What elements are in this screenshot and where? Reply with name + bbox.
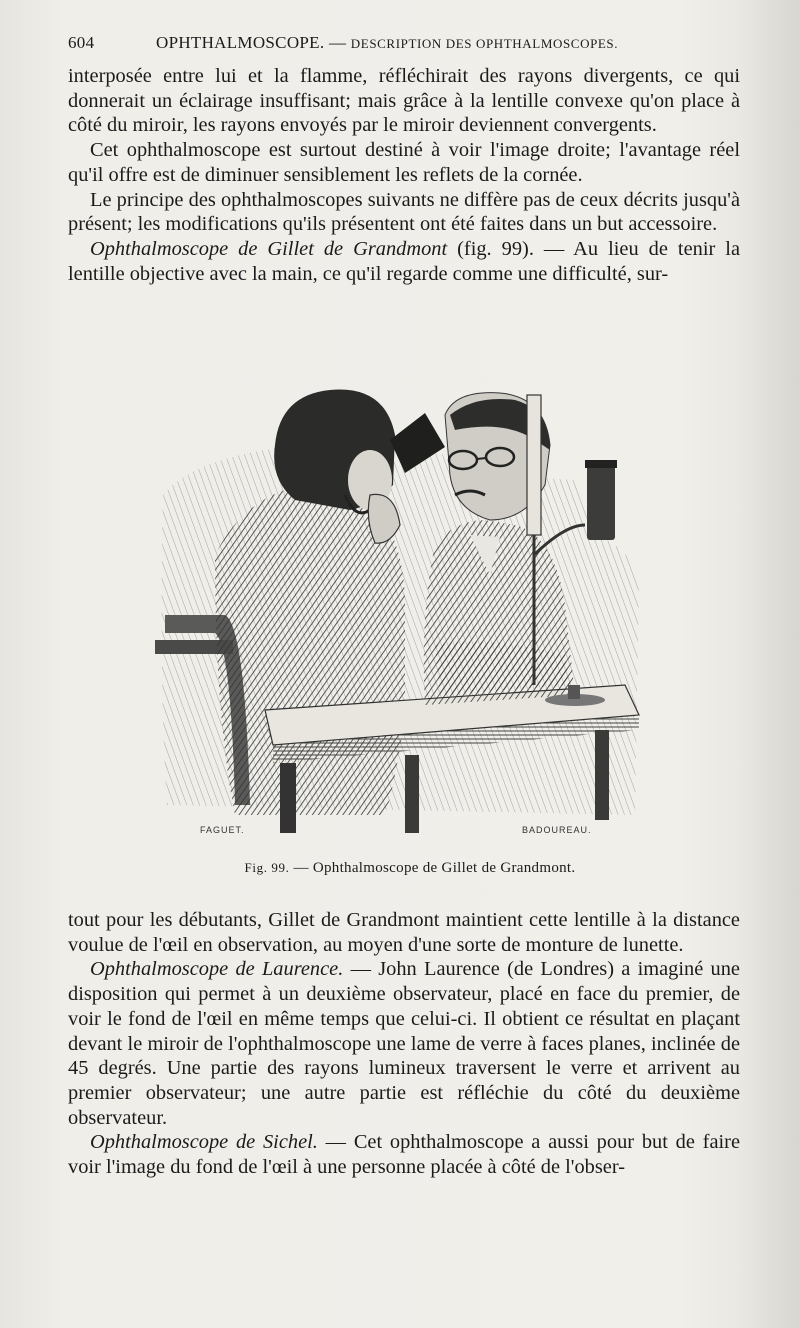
paragraph-sichel — [68, 1130, 740, 1179]
running-title — [156, 33, 618, 53]
caption-label: Fig. 99. — [244, 860, 290, 875]
laurence-title: Ophthalmoscope de Laurence. — [90, 958, 344, 981]
figure-caption — [200, 860, 620, 877]
gillet-text: (fig. 99). — Au lieu de tenir la lentille objective avec la main, ce qu'il regarde comme une difficulté, sur- — [68, 237, 740, 285]
engraver-signature-right: BADOUREAU. — [522, 825, 592, 835]
paragraph-5: tout pour les débutants, Gillet de Grandmont maintient cette lentille à la distance voulue de l'œil en observation, au moyen d'une sorte de monture de lunette. — [68, 909, 740, 956]
paragraph-3: Le principe des ophthalmoscopes suivants ne diffère pas de ceux décrits jusqu'à présent; les modifications qu'ils présentent ont été faites dans un but accessoire. — [68, 188, 740, 236]
text-block-top — [68, 64, 740, 286]
figure-engraving — [155, 385, 645, 835]
running-title-separator: — — [324, 33, 351, 52]
running-title-section: DESCRIPTION DES OPHTHALMOSCOPES. — [350, 36, 619, 51]
engraver-signature-left: FAGUET. — [200, 825, 245, 835]
page-number: 604 — [68, 33, 95, 52]
laurence-text: — John Laurence (de Londres) a imaginé une disposition qui permet à un deuxième observateur, placé en face du premier, de voir le fond de l'œil en même temps que celui-ci. Il obtient ce résultat en plaçant devant le miroir de l'ophthalmoscope une lame de verre à faces planes, inclinée de 45 degrés. Une partie des rayons lumineux traversent le verre et arrivent au premier observateur; une autre partie est réfléchie du côté du deuxième observateur. — [68, 958, 740, 1129]
text-block-bottom — [68, 908, 740, 1180]
caption-text: — Ophthalmoscope de Gillet de Grandmont. — [289, 860, 576, 876]
paragraph-gillet — [68, 237, 740, 286]
page-edge-shadow — [740, 0, 800, 1328]
running-title-main: OPHTHALMOSCOPE. — [156, 33, 325, 52]
sichel-title: Ophthalmoscope de Sichel. — [90, 1131, 318, 1154]
paragraph-2: Cet ophthalmoscope est surtout destiné à voir l'image droite; l'avantage réel qu'il offre est de diminuer sensiblement les reflets de la cornée. — [68, 139, 740, 186]
paragraph-laurence — [68, 957, 740, 1130]
engraving-illustration — [155, 385, 645, 835]
paragraph-1: interposée entre lui et la flamme, réfléchirait des rayons divergents, ce qui donnerait un éclairage insuffisant; mais grâce à la lentille convexe qu'on place à côté du miroir, les rayons envoyés par le miroir deviennent convergents. — [68, 65, 740, 137]
running-header — [68, 33, 740, 57]
gillet-title: Ophthalmoscope de Gillet de Grandmont — [90, 237, 448, 260]
sichel-text: — Cet ophthalmoscope a aussi pour but de faire voir l'image du fond de l'œil à une personne placée à côté de l'obser- — [68, 1131, 740, 1179]
